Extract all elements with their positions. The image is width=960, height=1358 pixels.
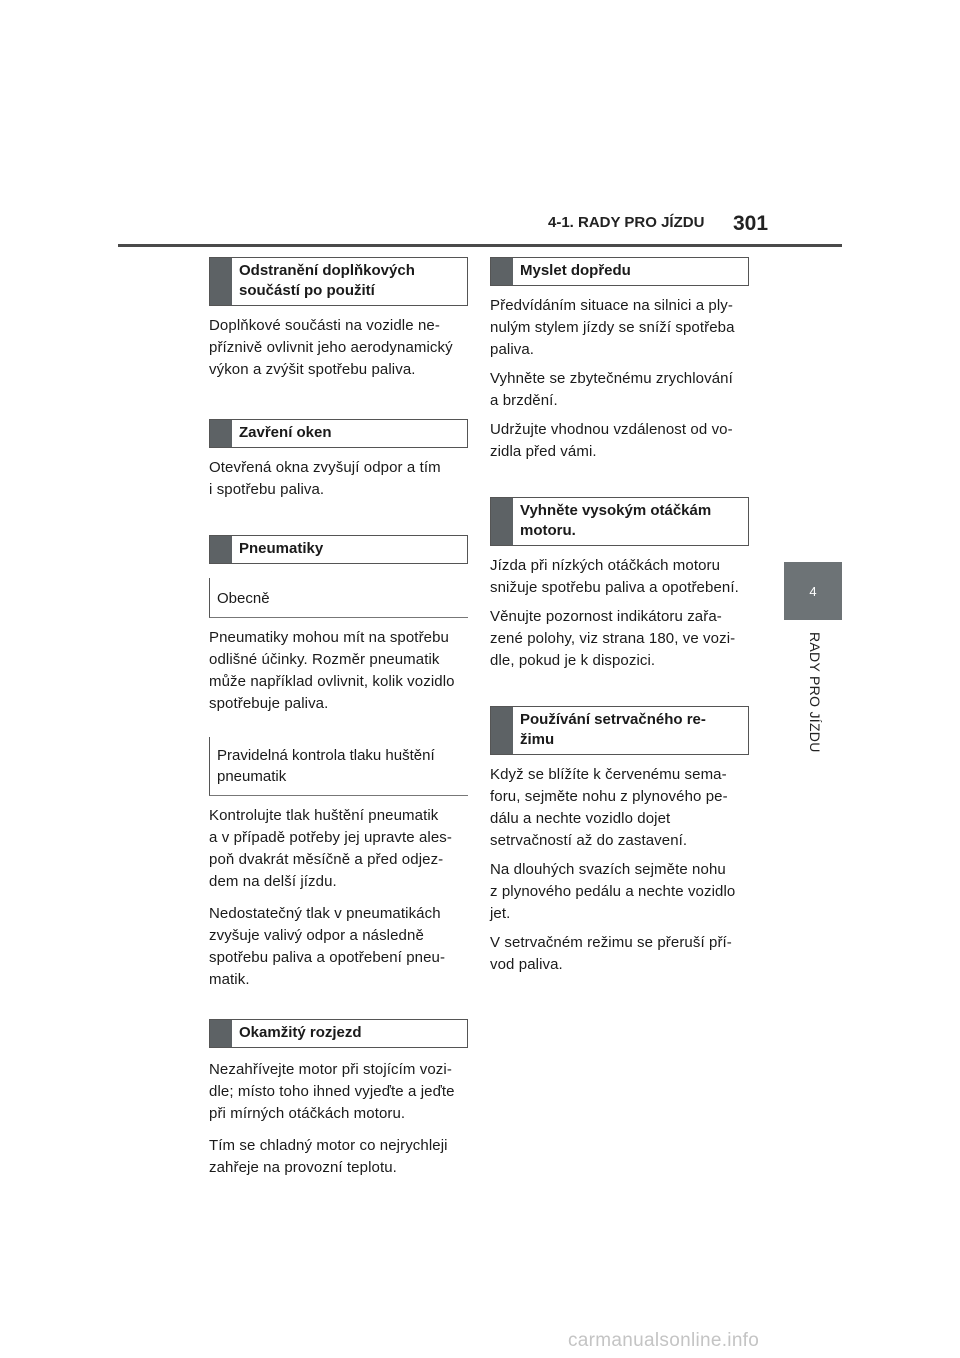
- chapter-side-label: RADY PRO JÍZDU: [807, 632, 823, 753]
- heading-box-tyres: [209, 535, 468, 564]
- heading-marker-bar: [491, 258, 513, 285]
- paragraph: Pneumatiky mohou mít na spotřebu odlišné účinky. Rozměr pneumatik může například ovlivnit, kolik vozidlo spotřebuje paliva.: [209, 629, 455, 712]
- heading-accessories: Odstranění doplňkových součástí po použití: [239, 262, 415, 299]
- heading-marker-bar: [491, 498, 513, 545]
- subheading-general: Obecně: [209, 578, 468, 618]
- heading-box-avoid-high-rpm: [490, 497, 749, 546]
- heading-marker-bar: [210, 536, 232, 563]
- paragraph: Doplňkové součásti na vozidle ne- příznivě ovlivnit jeho aerodynamický výkon a zvýšit spotřebu paliva.: [209, 317, 453, 378]
- paragraph: Otevřená okna zvyšují odpor a tím i spotřebu paliva.: [209, 459, 441, 498]
- heading-marker-bar: [210, 1020, 232, 1047]
- paragraph: Předvídáním situace na silnici a ply- nulým stylem jízdy se sníží spotřeba paliva.: [490, 297, 735, 358]
- heading-box-instant-start: [209, 1019, 468, 1048]
- heading-marker-bar: [210, 420, 232, 447]
- paragraph: Jízda při nízkých otáčkách motoru snižuje spotřebu paliva a opotřebení.: [490, 557, 739, 596]
- header-divider: [118, 244, 842, 247]
- paragraph: Nezahřívejte motor při stojícím vozi- dle; místo toho ihned vyjeďte a jeďte při mírných otáčkách motoru.: [209, 1061, 455, 1122]
- page-number: 301: [733, 212, 769, 235]
- paragraph: Kontrolujte tlak huštění pneumatik a v případě potřeby jej upravte ales- poň dvakrát měsíčně a před odjez- dem na delší jízdu.: [209, 807, 453, 890]
- heading-marker-bar: [491, 707, 513, 754]
- paragraph: Udržujte vhodnou vzdálenost od vo- zidla před vámi.: [490, 421, 733, 460]
- paragraph: Vyhněte se zbytečnému zrychlování a brzdění.: [490, 370, 733, 409]
- paragraph: Nedostatečný tlak v pneumatikách zvyšuje valivý odpor a následně spotřebu paliva a opotřebení pneu- matik.: [209, 905, 446, 988]
- chapter-tab: [784, 562, 842, 620]
- heading-box-coasting: [490, 706, 749, 755]
- heading-box-accessories: [209, 257, 468, 306]
- heading-instant-start: Okamžitý rozjezd: [239, 1024, 362, 1041]
- heading-think-ahead: Myslet dopředu: [520, 262, 631, 279]
- paragraph: V setrvačném režimu se přeruší pří- vod paliva.: [490, 934, 732, 973]
- heading-box-think-ahead: [490, 257, 749, 286]
- paragraph: Tím se chladný motor co nejrychleji zahřeje na provozní teplotu.: [209, 1137, 448, 1176]
- heading-avoid-high-rpm: Vyhněte vysokým otáčkám motoru.: [520, 502, 712, 539]
- paragraph: Když se blížíte k červenému sema- foru, sejměte nohu z plynového pe- dálu a nechte vozidlo dojet setrvačností až do zastavení.: [490, 766, 728, 849]
- subheading-pressure-check: Pravidelná kontrola tlaku huštění pneumatik: [209, 737, 468, 796]
- heading-tyres: Pneumatiky: [239, 540, 324, 557]
- left-column: [209, 257, 469, 1179]
- chapter-number: 4: [809, 583, 817, 599]
- paragraph: Na dlouhých svazích sejměte nohu z plynového pedálu a nechte vozidlo jet.: [490, 861, 736, 922]
- heading-marker-bar: [210, 258, 232, 305]
- heading-coasting: Používání setrvačného re- žimu: [520, 711, 706, 748]
- paragraph: Věnujte pozornost indikátoru zařa- zené polohy, viz strana 180, ve vozi- dle, pokud je k dispozici.: [490, 608, 736, 669]
- right-column: [490, 257, 750, 976]
- section-title: 4-1. RADY PRO JÍZDU: [548, 214, 705, 231]
- heading-windows: Zavření oken: [239, 424, 332, 441]
- heading-box-windows: [209, 419, 468, 448]
- watermark-text: carmanualsonline.info: [568, 1330, 760, 1351]
